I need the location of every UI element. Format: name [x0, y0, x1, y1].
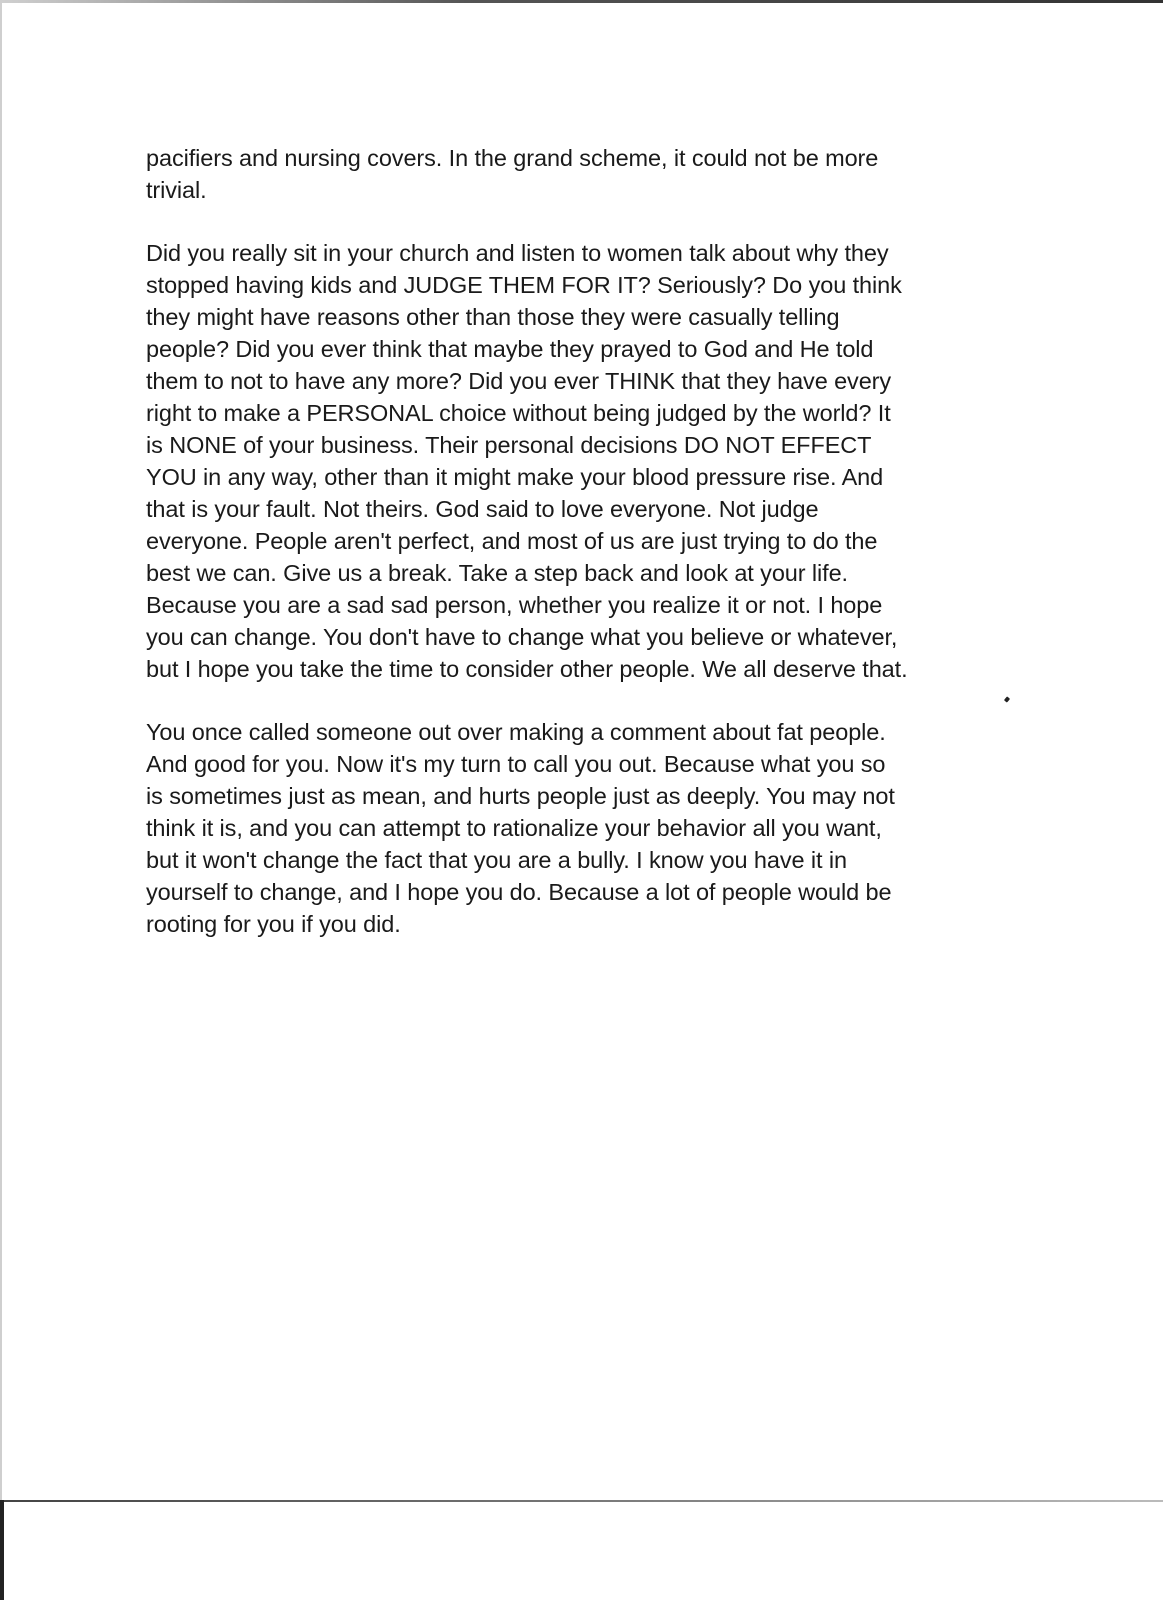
paragraph-3: You once called someone out over making a comment about fat people. And good for you. Now it's my turn to call you out. Because what you so is sometimes just as mean, and hurts people just as deeply. You may not think it is, and you can attempt to rationalize your behavior all you want, but it won't change the fact that you are a bully. I know you have it in yourself to change, and I hope you do. Because a lot of people would be rooting for you if you did. — [146, 719, 895, 937]
page-bottom-edge — [0, 1500, 1163, 1502]
paragraph-2: Did you really sit in your church and listen to women talk about why they stopped having kids and JUDGE THEM FOR IT? Seriously? Do you think they might have reasons other than those they were casually telling people? Did you ever think that maybe they prayed to God and He told them to not to have any more? Did you ever THINK that they have every right to make a PERSONAL choice without being judged by the world? It is NONE of your business. Their personal decisions DO NOT EFFECT YOU in any way, other than it might make your blood pressure rise. And that is your fault. Not theirs. God said to love everyone. Not judge everyone. People aren't perfect, and most of us are just trying to do the best we can. Give us a break. Take a step back and look at your life. Because you are a sad sad person, whether you realize it or not. I hope you can change. You don't have to change what you believe or whatever, but I hope you take the time to consider other people. We all deserve that. — [146, 240, 908, 682]
letter-body — [146, 142, 1016, 971]
scan-left-edge — [0, 0, 2, 1600]
scan-left-edge-bottom — [0, 1500, 4, 1600]
paragraph-1: pacifiers and nursing covers. In the grand scheme, it could not be more trivial. — [146, 145, 879, 203]
scan-top-edge — [0, 0, 1163, 3]
